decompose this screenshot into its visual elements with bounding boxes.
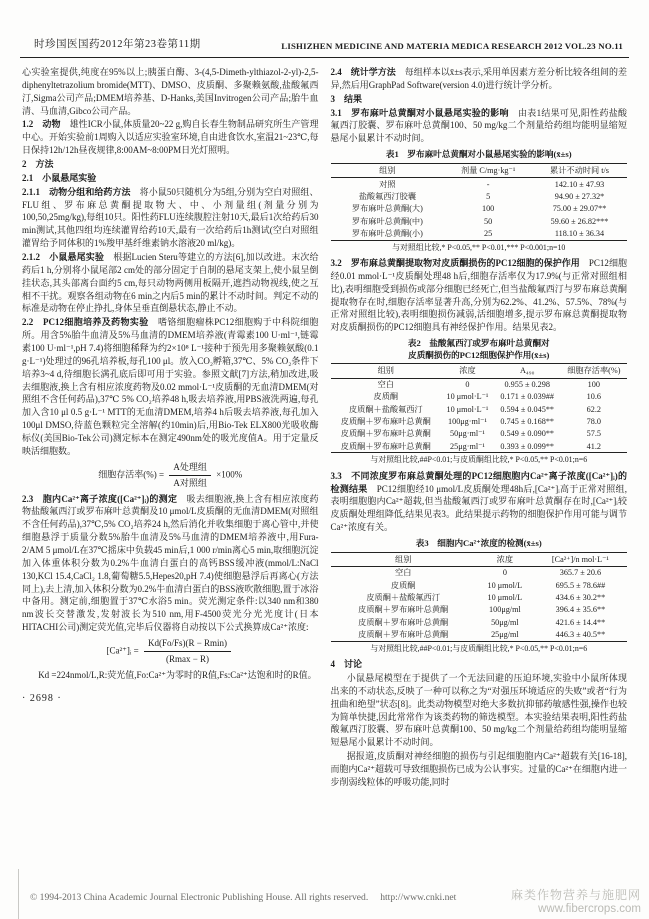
section-heading: 2.1.1 动物分组和给药方法 [22,186,131,197]
cnki-url: http://www.cnki.net [380,892,457,903]
kd-constant-note: Kd =224nmol/L,R:荧光值,Fo:Ca²⁺为零时的R值,Fs:Ca²⁺达饱和时的R值。 [38,669,317,680]
formula-cell-survival-rate: 细胞存活率(%) = $\frac{\text{A处理组}}{\text{A对照组}}$ ×100% [98,461,243,488]
table-row: 皮质酮＋罗布麻叶总黄酮 50μg·ml⁻¹ 0.549 ± 0.090** 57.5 [340,429,601,439]
table2-header-row: 组别 浓度 A₄₉₀ 细胞存活率(%) [331,364,628,378]
section-heading: 3.2 罗布麻总黄酮提取物对皮质酮损伤的PC12细胞的保护作用 [330,257,580,268]
formula-calcium-concentration: [Ca²⁺]ᵢ = $\frac{Kd(Fo/Fs)(R - Rmin)}{(Rmax - R)}$ [22,637,319,666]
section-heading: 2.1.2 小鼠悬尾实验 [22,252,105,263]
table-row: 空白 0 0.955 ± 0.298 100 [377,380,600,390]
section-2-3: 2.3 胞内Ca²⁺离子浓度([Ca²⁺]ᵢ)的测定 吸去细胞液,换上含有相应浓度药物盐酸氟西汀或罗布麻叶总黄酮及10 μmol/L皮质酮的无血清DMEM(对照组不含任何药品),37℃,5% CO₂培养24 h,然后消化并收集细胞于离心管中,并使细胞悬浮于质量分数5%胎牛血清及5%马血清的DMEM培养液中,用Fura-2/AM 5 μmol/L在37℃摇床中负载45 min后,1 000 r/min离心5 min,取细胞沉淀加入体重体积分数为0.2%牛血清白蛋白的高钙BSS缓冲液(mmol/L:NaCl 130,KCl 15.4,CaCl₂ 1.8,葡萄糖5.5,Hepes20,pH 7.4)使细胞悬浮后再离心(方法同上),去上清,加入体积分数为0.2%牛血清白蛋白的BSS液吹散细胞,置于冰浴中备用。测定前,细胞置于37℃水浴5 min。荧光测定条件:以340 nm和380 nm波长交替激发,发射波长为510 nm,用F-4500荧光分光光度计(日本HITACHI公司)测定荧光值,完毕后仪器将自动按以下公式换算成Ca²⁺浓度: [22,493,319,633]
copyright-notice: © 1994-2013 China Academic Journal Electronic Publishing House. All rights reserved. http://www.cnki.net [30,892,457,903]
table-row: 皮质酮＋盐酸氟西汀 10 μmol/L 434.6 ± 30.2** [366,593,606,603]
table1-footnote: 与对照组比较,* P<0.05,** P<0.01,*** P<0.001;n=10 [392,242,566,252]
table3-header-row: 组别 浓度 [Ca²⁺]/n mol·L⁻¹ [331,552,628,566]
section-1-2-animals: 1.2 动物 雄性ICR小鼠,体质量20~22 g,购自长春生物制品研究所生产管理中心。开始实验前1周购入以适应实验室环境,自由进食饮水,室温21~23℃,每日保持12h/12h昼夜规律,8:00AM~8:00PM日光灯照明。 [22,119,319,156]
journal-title-en: LISHIZHEN MEDICINE AND MATERIA MEDICA RESEARCH 2012 VOL.23 NO.11 [281,41,623,51]
right-column [331,66,628,860]
two-column-body [0,66,649,860]
table-row: 皮质酮＋盐酸氟西汀 10 μmol·L⁻¹ 0.594 ± 0.045** 62.2 [348,404,601,414]
table-row: 皮质酮＋罗布麻叶总黄酮 100μg·ml⁻¹ 0.745 ± 0.168** 78.0 [340,417,601,427]
table-row: 皮质酮＋罗布麻叶总黄酮 25μg·ml⁻¹ 0.393 ± 0.099** 41.2 [340,441,601,451]
discussion-paragraph-1: 小鼠悬尾模型在于提供了一个无法回避的压迫环境,实验中小鼠所体现出来的不动状态,反映了一种可以称之为“对强压环境适应的失败”或者“行为扭曲和绝望”状态[8]。此类动物模型对绝大多数抗抑郁药敏感性强,操作也较为简单快捷,因此常常作为该类药物的筛选模型。本实验结果表明,阳性药盐酸氟西汀胶囊、罗布麻叶总黄酮100、50 mg/kg二个剂量给药组均能明显缩短悬尾小鼠累计不动时间。 [330,672,627,748]
header-rule [20,57,629,58]
table2-footnote: 与对照组比较,##P<0.01;与皮质酮组比较,* P<0.05,** P<0.01;n=6 [370,455,588,465]
table3-footnote: 与对照组比较,##P<0.01;与皮质酮组比较,* P<0.05,** P<0.01;n=6 [370,643,588,653]
table-row: 罗布麻叶总黄酮(中) 50 59.60 ± 26.82*** [351,216,609,226]
fraction: $\frac{\text{A处理组}}{\text{A对照组}}$ [169,461,211,490]
section-2-4-statistics: 2.4 统计学方法 每组样本以x̄±s表示,采用单因素方差分析比较各组间的差异,然后用GraphPad Software(version 4.0)进行统计学分析。 [330,67,627,90]
watermark [511,886,641,915]
scan-edge-line [18,869,19,919]
page-header [0,0,649,57]
section-heading: 2.2 PC12细胞培养及药物实验 [22,317,149,328]
section-2-1-2: 2.1.2 小鼠悬尾实验 根据Lucien Steru等建立的方法[6],加以改进。末次给药后1 h,分别将小鼠尾部2 cm处的部分固定于自制的悬尾支架上,使小鼠呈倒挂状态,其头部离台面约5 cm,每只动物两侧用板隔开,遮挡动物视线,使之互相不干扰。观察各组动物在6 min之内后5 min的累计不动时间。判定不动的标准是动物在停止挣扎,身体呈垂直倒悬状态,静止不动。 [22,252,319,314]
fraction: $\frac{Kd(Fo/Fs)(R - Rmin)}{(Rmax - R)}$ [144,637,231,666]
table-row: 皮质酮 10 μmol·L⁻¹ 0.171 ± 0.039## 10.6 [373,392,601,402]
left-column [22,66,319,860]
watermark-site-url: www.fibercrops.com [538,903,641,915]
table-row: 盐酸氟西汀胶囊 5 94.90 ± 27.32* [358,191,605,201]
section-heading: 1.2 动物 [22,119,61,130]
table3-caption: 表3 细胞内Ca²⁺浓度的检测(x̄±s) [415,538,542,549]
section-3-3: 3.3 不同浓度罗布麻总黄酮处理的PC12细胞胞内Ca²⁺离子浓度([Ca²⁺]ᵢ)的检测结果 PC12细胞经10 μmol/L皮质酮处理48h后,[Ca²⁺]ᵢ高于正常对照组,表明细胞胞内Ca²⁺超载,但当盐酸氟西汀或罗布麻叶总黄酮存在时,[Ca²⁺]ᵢ较皮质酮处理组降低,结果见表3。此结果提示药物的细胞保护作用可能与调节Ca²⁺浓度有关。 [330,470,627,533]
table1-tail-suspension [331,163,628,241]
section-3-1: 3.1 罗布麻叶总黄酮对小鼠悬尾实验的影响 由表1结果可见,阳性药盐酸氟西汀胶囊、罗布麻叶总黄酮100、50 mg/kg二个剂量给药组均能明显缩短悬尾小鼠累计不动时间。 [330,107,627,144]
table-row: 皮质酮 10 μmol/L 695.5 ± 78.6## [390,580,606,590]
discussion-paragraph-2: 据报道,皮质酮对神经细胞的损伤与引起细胞胞内Ca²⁺超载有关[16-18],而胞内Ca²⁺超载可导致细胞损伤已成为公认事实。过量的Ca²⁺在细胞内进一步削弱线粒体的呼吸功能,同时 [330,751,627,787]
table-row: 皮质酮＋罗布麻叶总黄酮 50μg/ml 421.6 ± 14.4** [358,617,606,627]
table2-pc12-protection [331,363,628,453]
journal-title-cn: 时珍国医国药2012年第23卷第11期 [34,39,201,50]
table2-caption: 表2 盐酸氟西汀或罗布麻叶总黄酮对 皮质酮损伤的PC12细胞保护作用(x̄±s) [407,338,550,360]
section-2-2: 2.2 PC12细胞培养及药物实验 嗜铬细胞瘤株PC12细胞购于中科院细胞所。用含5%胎牛血清及5%马血清的DMEM培养液(青霉素100 U·ml⁻¹,链霉素100 U·ml⁻¹,pH 7.4)将细胞稀释为约2×10⁸ L⁻¹接种于预先用多聚赖氨酸(0.1 g·L⁻¹)处理过的96孔培养板,每孔100 μl。放入CO₂孵箱,37℃、5% CO₂条件下培养3~4 d,待细胞长满孔底后即可用于实验。参照文献[7]方法,稍加改进,吸去细胞液,换上含有相应浓度药物及0.02 mmol·L⁻¹皮质酮的无血清DMEM(对照组不含任何药品),37℃ 5% CO₂培养48 h,吸去培养液,用PBS液洗两遍,每孔加入含10 μl 0.5 g·L⁻¹ MTT的无血清DMEM,培养4 h后吸去培养液,每孔加入100μl DMSO,待蓝色颗粒完全溶解(约10min)后,用Bio-Tek ELX800光吸收酶标仪(美国Bio-Tek公司)测定标本在测定490nm处的吸光度值A。用于定量反映活细胞数。 [22,317,319,456]
table-row: 罗布麻叶总黄酮(小) 25 118.10 ± 36.34 [351,228,605,238]
table-row: 皮质酮＋罗布麻叶总黄酮 100μg/ml 396.4 ± 35.6** [358,605,606,615]
section-heading: 2.3 胞内Ca²⁺离子浓度([Ca²⁺]ᵢ)的测定 [22,493,178,504]
watermark-site-name: 麻类作物营养与施肥网 [510,888,641,902]
section-heading: 3.3 不同浓度罗布麻总黄酮处理的PC12细胞胞内Ca²⁺离子浓度([Ca²⁺]ᵢ)的检测结果 [330,470,627,494]
page-number: · 2698 · [22,692,62,704]
section-4-discussion-heading: 4 讨论 [330,659,363,670]
section-heading: 2.4 统计学方法 [330,67,396,77]
section-2-methods-heading: 2 方法 [22,159,54,170]
section-2-1-1: 2.1.1 动物分组和给药方法 将小鼠50只随机分为5组,分别为空白对照组、FLU组、罗布麻总黄酮提取物大、中、小剂量组(剂量分别为100,50,25mg/kg),每组10只。阳性药FLU连续腹腔注射10天,最后1次给药后30 min测试,其他四组均连续灌胃给药10天,最有一次给药后1h测试(空白对照组灌胃给予同体积的1%羧甲基纤维素钠水溶液20 ml/kg)。 [22,186,319,249]
table1-caption: 表1 罗布麻叶总黄酮对小鼠悬尾实验的影响(x̄±s) [385,149,572,160]
page-footer [0,875,649,919]
table-row: 皮质酮＋罗布麻叶总黄酮 25μg/ml 446.3 ± 40.5** [358,630,606,640]
section-heading: 3.1 罗布麻叶总黄酮对小鼠悬尾实验的影响 [330,107,509,118]
table3-calcium-detection [331,552,628,642]
table-row: 空白 0 365.7 ± 20.6 [395,568,602,578]
section-3-2: 3.2 罗布麻总黄酮提取物对皮质酮损伤的PC12细胞的保护作用 PC12细胞经0.01 mmol·L⁻¹皮质酮处理48 h后,细胞存活率仅为17.9%(与正常对照组相比),表明细胞受到损伤或部分细胞已经死亡,但当盐酸氟西汀与罗布麻总黄酮提取物存在时,细胞存活率显著升高,分别为62.2%、41.2%、57.5%、78%(与正常对照组比较),表明细胞损伤减弱,活细胞增多,提示罗布麻总黄酮提取物对皮质酮损伤的PC12细胞具有神经保护作用。结果见表2。 [330,257,627,333]
table-row: 对照 - 142.10 ± 47.93 [379,179,605,189]
paragraph-materials-continued: 心实验室提供,纯度在95%以上;胰蛋白酶、3-(4,5-Dimeth-ylthiazol-2-yl)-2,5-diphenyltetrazolium bromide(MTT)、DMSO、皮质酮、多聚赖氨酸,盐酸氟西汀,Sigma公司产品;DMEM培养基、D-Hanks,美国Invitrogen公司产品;胎牛血清、马血清,Gibco公司产品。 [22,67,319,116]
table-row: 罗布麻叶总黄酮(大) 100 75.00 ± 29.07** [351,204,607,214]
section-2-1-heading: 2.1 小鼠悬尾实验 [22,172,97,183]
table1-header-row: 组别 剂量 C/mg·kg⁻¹ 累计不动时间 t/s [331,163,628,177]
section-3-results-heading: 3 结果 [330,93,363,104]
